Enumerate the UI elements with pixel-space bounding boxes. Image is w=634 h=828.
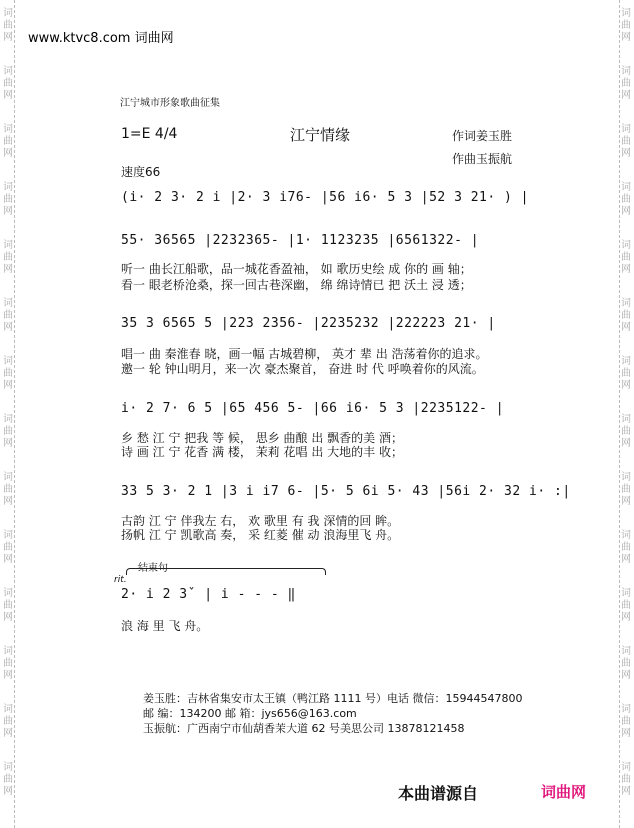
watermark-char: 曲 bbox=[621, 194, 631, 205]
watermark-char: 词 bbox=[3, 646, 13, 657]
ending-label: 结束句 bbox=[138, 563, 168, 574]
watermark-char: 词 bbox=[3, 530, 13, 541]
ending-bracket bbox=[126, 568, 326, 575]
intro-notation: (i· 2 3· 2 i |2· 3 i76- |56 i6· 5 3 |52 3 21· ) | bbox=[121, 190, 530, 205]
watermark-char: 曲 bbox=[3, 368, 13, 379]
watermark-char: 网 bbox=[621, 148, 631, 159]
watermark-char: 词 bbox=[621, 124, 631, 135]
collection-title: 江宁城市形象歌曲征集 bbox=[120, 98, 220, 109]
watermark-char: 网 bbox=[621, 380, 631, 391]
watermark-char: 网 bbox=[621, 264, 631, 275]
watermark-char: 词 bbox=[621, 298, 631, 309]
watermark-char: 曲 bbox=[3, 194, 13, 205]
notation-row-3: i· 2 7· 6 5 |65 456 5- |66 i6· 5 3 |2235122- | bbox=[121, 401, 505, 416]
brand-logo-text[interactable]: 词曲网 bbox=[541, 783, 587, 801]
lyric-row-2-verse-1: 唱一 曲 秦淮春 晓，画一幅 古城碧柳， 英才 辈 出 浩荡着你的追求。 bbox=[121, 347, 488, 361]
watermark-char: 网 bbox=[3, 786, 13, 797]
watermark-char: 词 bbox=[3, 588, 13, 599]
lyric-row-3-verse-1: 乡 愁 江 宁 把我 等 候， 思乡 曲酿 出 飘香的美 酒； bbox=[121, 431, 403, 445]
watermark-char: 网 bbox=[621, 612, 631, 623]
watermark-char: 词 bbox=[3, 182, 13, 193]
watermark-char: 词 bbox=[621, 66, 631, 77]
watermark-char: 曲 bbox=[621, 78, 631, 89]
watermark-char: 曲 bbox=[621, 542, 631, 553]
watermark-char: 曲 bbox=[621, 310, 631, 321]
site-header: www.ktvc8.com 词曲网 bbox=[28, 31, 174, 46]
watermark-char: 词 bbox=[3, 704, 13, 715]
key-signature: 1=E 4/4 bbox=[121, 126, 178, 142]
watermark-char: 网 bbox=[621, 728, 631, 739]
watermark-char: 网 bbox=[3, 90, 13, 101]
ending-notation: 2· i 2 3ˇ | i - - - ‖ bbox=[121, 587, 296, 602]
watermark-char: 曲 bbox=[3, 252, 13, 263]
lyric-row-1-verse-1: 听一 曲长江船歌，品一城花香盈袖， 如 歌历史绘 成 你的 画 轴； bbox=[121, 262, 472, 276]
tempo-marking: 速度66 bbox=[121, 165, 161, 179]
watermark-char: 网 bbox=[621, 554, 631, 565]
lyric-row-3-verse-2: 诗 画 江 宁 花香 满 楼， 茉莉 花唱 出 大地的丰 收； bbox=[121, 445, 403, 459]
watermark-char: 词 bbox=[3, 66, 13, 77]
watermark-char: 曲 bbox=[621, 20, 631, 31]
watermark-char: 网 bbox=[3, 148, 13, 159]
watermark-char: 网 bbox=[621, 438, 631, 449]
lyricist-credit: 作词姜玉胜 bbox=[452, 129, 513, 143]
watermark-char: 网 bbox=[3, 264, 13, 275]
watermark-char: 网 bbox=[3, 32, 13, 43]
notation-row-2: 35 3 6565 5 |223 2356- |2235232 |222223 21· | bbox=[121, 316, 496, 331]
contact-line-2: 邮 编：134200 邮 箱：jys656@163.com bbox=[143, 707, 357, 720]
watermark-char: 词 bbox=[621, 240, 631, 251]
ritardando-mark: rit. bbox=[114, 575, 127, 585]
watermark-char: 词 bbox=[621, 530, 631, 541]
watermark-char: 网 bbox=[3, 322, 13, 333]
watermark-char: 曲 bbox=[621, 658, 631, 669]
watermark-char: 曲 bbox=[3, 484, 13, 495]
watermark-char: 网 bbox=[3, 728, 13, 739]
watermark-char: 曲 bbox=[621, 426, 631, 437]
watermark-char: 曲 bbox=[621, 252, 631, 263]
watermark-char: 词 bbox=[3, 124, 13, 135]
watermark-char: 曲 bbox=[621, 600, 631, 611]
watermark-char: 曲 bbox=[3, 426, 13, 437]
watermark-char: 词 bbox=[621, 8, 631, 19]
lyric-row-1-verse-2: 看一 眼老桥沧桑，探一回古巷深幽， 绵 绵诗情已 把 沃土 浸 透； bbox=[121, 278, 472, 292]
watermark-char: 网 bbox=[621, 322, 631, 333]
watermark-char: 曲 bbox=[621, 484, 631, 495]
watermark-char: 词 bbox=[3, 356, 13, 367]
watermark-char: 曲 bbox=[3, 600, 13, 611]
lyric-row-4-verse-2: 扬帆 江 宁 凯歌高 奏， 采 红菱 催 动 浪海里飞 舟。 bbox=[121, 528, 400, 542]
watermark-char: 网 bbox=[3, 554, 13, 565]
watermark-char: 曲 bbox=[3, 20, 13, 31]
watermark-char: 词 bbox=[3, 414, 13, 425]
watermark-char: 词 bbox=[621, 182, 631, 193]
watermark-char: 网 bbox=[621, 496, 631, 507]
watermark-char: 网 bbox=[621, 90, 631, 101]
watermark-char: 网 bbox=[3, 380, 13, 391]
watermark-char: 词 bbox=[3, 762, 13, 773]
watermark-char: 网 bbox=[3, 438, 13, 449]
watermark-char: 曲 bbox=[3, 310, 13, 321]
watermark-char: 网 bbox=[3, 670, 13, 681]
notation-row-4: 33 5 3· 2 1 |3 i i7 6- |5· 5 6i 5· 43 |56i 2· 32 i· :| bbox=[121, 484, 571, 499]
watermark-char: 网 bbox=[621, 32, 631, 43]
watermark-char: 网 bbox=[621, 670, 631, 681]
watermark-char: 词 bbox=[621, 762, 631, 773]
watermark-char: 词 bbox=[621, 414, 631, 425]
watermark-char: 词 bbox=[621, 704, 631, 715]
watermark-char: 曲 bbox=[621, 136, 631, 147]
watermark-char: 词 bbox=[3, 240, 13, 251]
song-title: 江宁情缘 bbox=[290, 126, 351, 144]
watermark-char: 词 bbox=[3, 472, 13, 483]
watermark-char: 网 bbox=[3, 496, 13, 507]
watermark-char: 词 bbox=[621, 472, 631, 483]
source-label: 本曲谱源自 bbox=[398, 784, 479, 803]
watermark-char: 词 bbox=[3, 8, 13, 19]
watermark-char: 曲 bbox=[3, 774, 13, 785]
watermark-char: 网 bbox=[3, 612, 13, 623]
watermark-char: 词 bbox=[3, 298, 13, 309]
watermark-char: 曲 bbox=[621, 774, 631, 785]
watermark-char: 网 bbox=[621, 786, 631, 797]
contact-line-3: 玉振航：广西南宁市仙葫香茉大道 62 号美思公司 13878121458 bbox=[143, 722, 465, 735]
watermark-char: 曲 bbox=[3, 136, 13, 147]
lyric-row-2-verse-2: 邀一 轮 钟山明月，来一次 豪杰聚首， 奋进 时 代 呼唤着你的风流。 bbox=[121, 362, 484, 376]
watermark-char: 曲 bbox=[3, 658, 13, 669]
watermark-char: 曲 bbox=[3, 716, 13, 727]
contact-line-1: 姜玉胜：吉林省集安市太王镇（鸭江路 1111 号）电话 微信：15944547800 bbox=[143, 692, 523, 705]
watermark-char: 曲 bbox=[621, 716, 631, 727]
watermark-char: 词 bbox=[621, 646, 631, 657]
watermark-char: 曲 bbox=[3, 542, 13, 553]
watermark-char: 网 bbox=[621, 206, 631, 217]
watermark-char: 词 bbox=[621, 356, 631, 367]
watermark-char: 词 bbox=[621, 588, 631, 599]
composer-credit: 作曲玉振航 bbox=[452, 152, 513, 166]
watermark-char: 网 bbox=[3, 206, 13, 217]
ending-lyric: 浪 海 里 飞 舟。 bbox=[121, 619, 209, 633]
watermark-char: 曲 bbox=[621, 368, 631, 379]
watermark-char: 曲 bbox=[3, 78, 13, 89]
lyric-row-4-verse-1: 古韵 江 宁 伴我左 右， 欢 歌里 有 我 深情的回 眸。 bbox=[121, 514, 400, 528]
notation-row-1: 55· 36565 |2232365- |1· 1123235 |6561322- | bbox=[121, 233, 480, 248]
